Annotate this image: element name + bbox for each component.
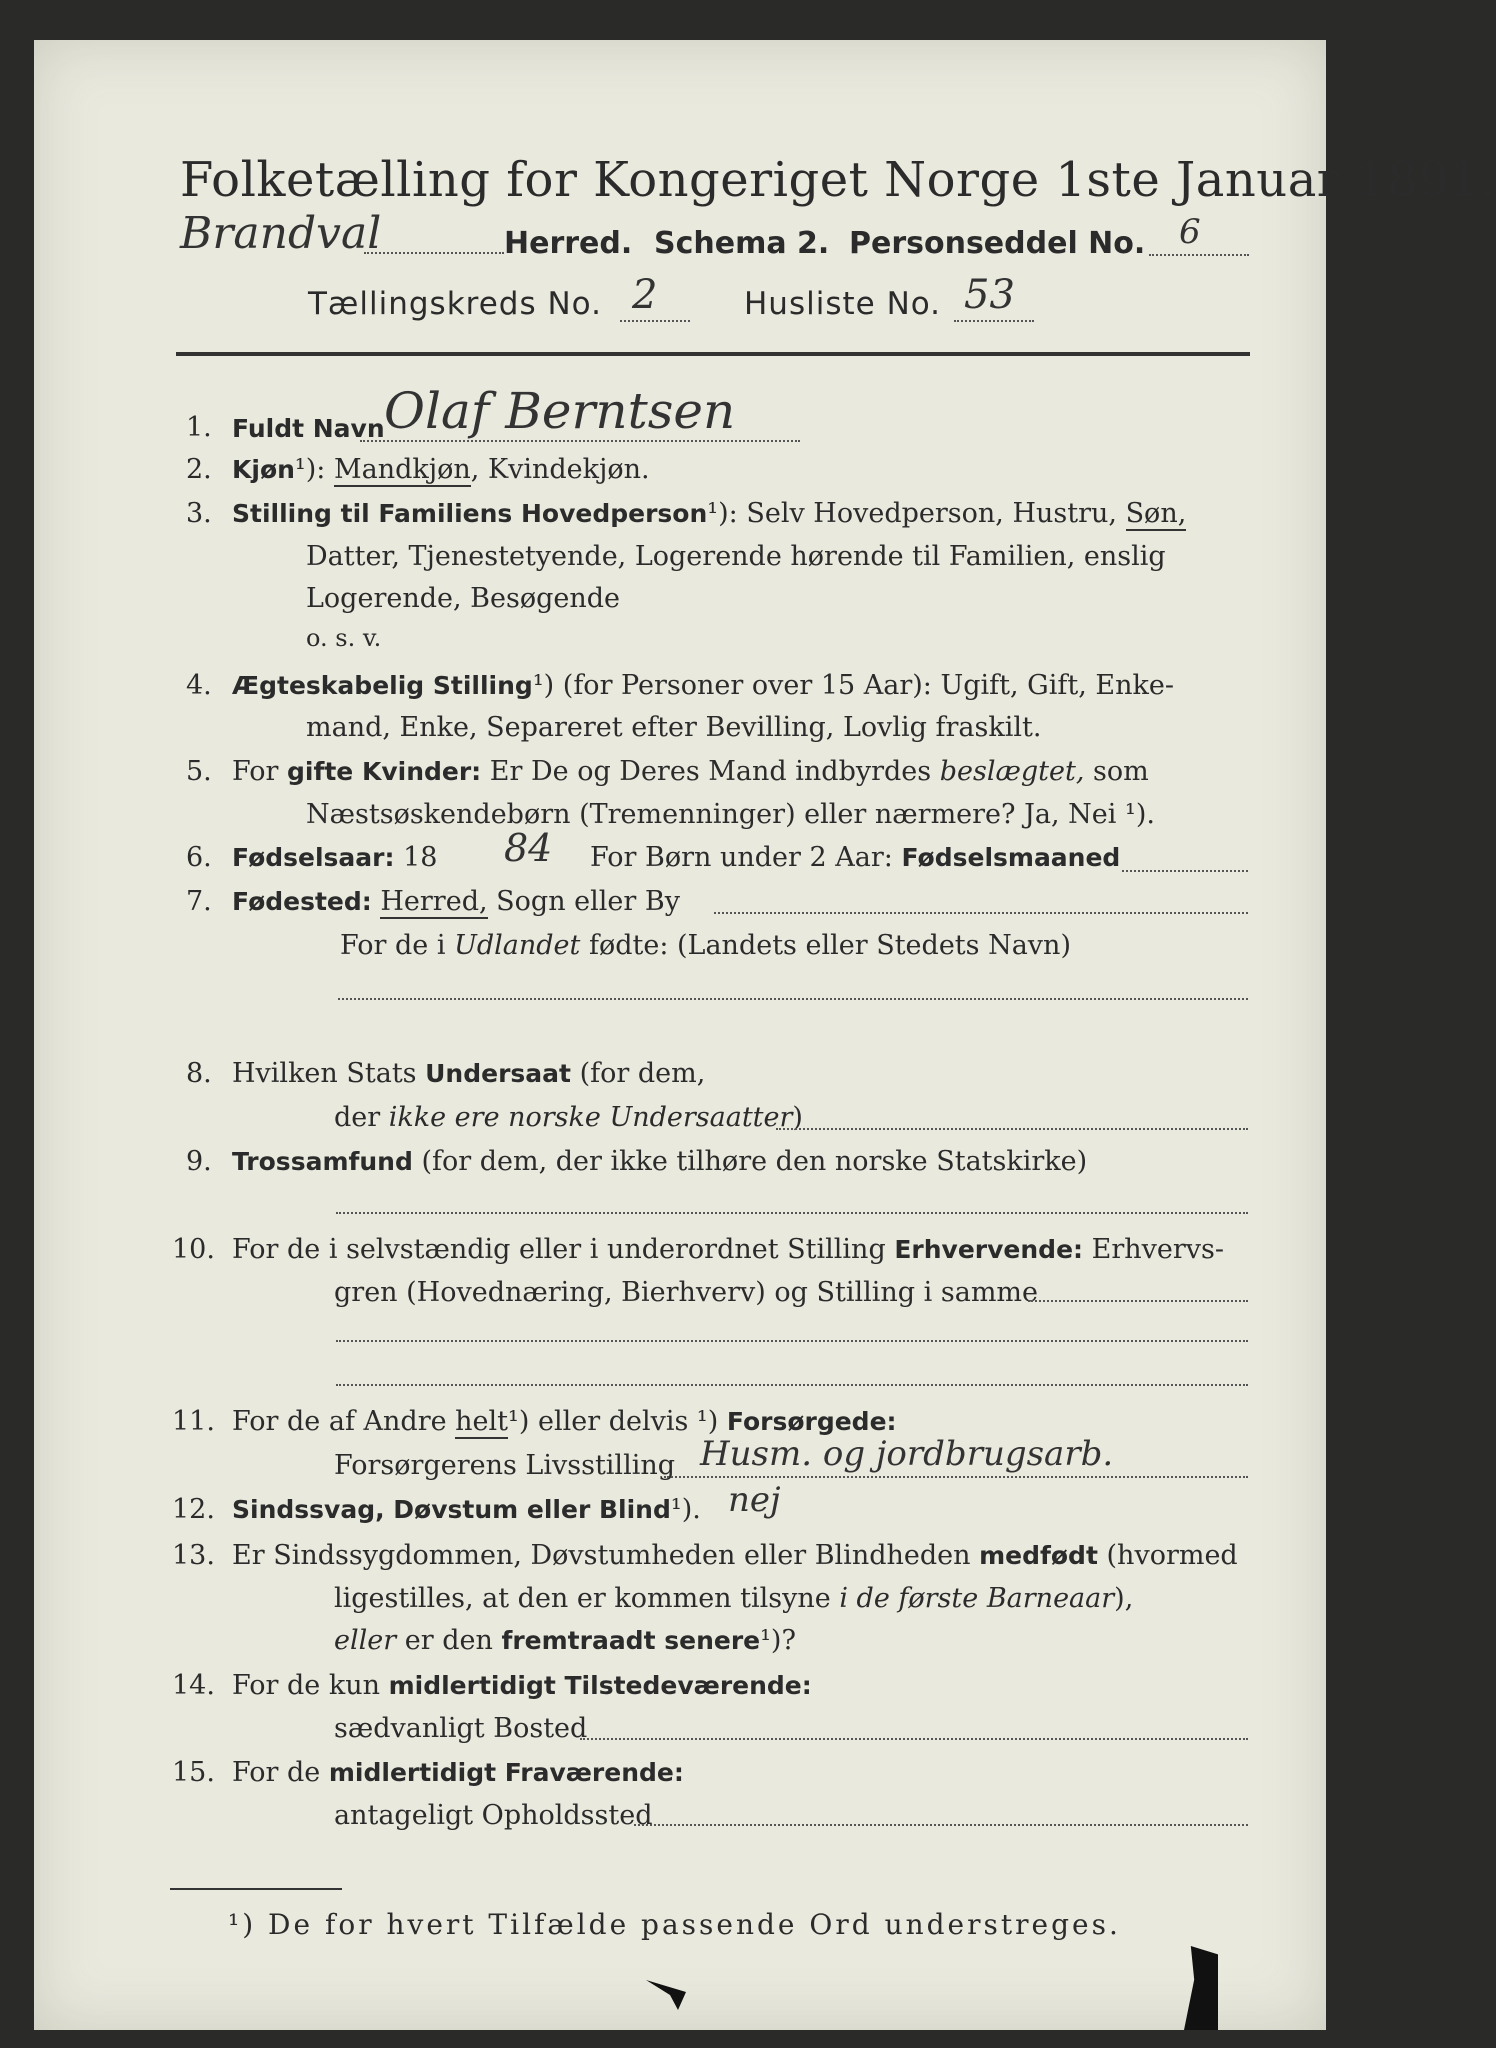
q9-dots xyxy=(336,1212,1248,1214)
q15-number: 15. xyxy=(172,1757,215,1788)
q2-rest: , Kvindekjøn. xyxy=(470,454,650,485)
personseddel-dots xyxy=(1149,254,1249,256)
q13-pre: Er Sindssygdommen, Døvstumheden eller Blindheden xyxy=(232,1540,971,1571)
q5-end: som xyxy=(1093,756,1149,787)
footnote-rule xyxy=(170,1888,342,1890)
q7-label: Fødested: xyxy=(232,887,372,916)
q15-dots xyxy=(634,1824,1248,1826)
q15-line2: antageligt Opholdssted xyxy=(334,1800,653,1831)
q6-label2: Fødselsmaaned xyxy=(901,843,1121,872)
q5-pre: For xyxy=(232,756,279,787)
husliste-value: 53 xyxy=(964,272,1015,318)
census-form-sheet xyxy=(34,40,1496,2030)
q8-pre: Hvilken Stats xyxy=(232,1058,417,1089)
herred-dots xyxy=(364,252,504,254)
q11-mid: ¹) eller delvis ¹) xyxy=(508,1406,719,1437)
q7-extra-dots xyxy=(338,998,1248,1000)
q7-number: 7. xyxy=(186,886,212,917)
q13-line2-italic: i de første Barneaar xyxy=(839,1583,1115,1614)
q14-pre: For de kun xyxy=(232,1670,380,1701)
q1-number: 1. xyxy=(186,412,212,443)
q6-prefix: 18 xyxy=(403,842,438,873)
q11-label: Forsørgede: xyxy=(726,1407,897,1436)
q12-sup: ¹). xyxy=(670,1494,701,1525)
q3-line2: Datter, Tjenestetyende, Logerende hørende til Familien, enslig xyxy=(306,541,1166,572)
q6-mid: For Børn under 2 Aar: xyxy=(590,842,893,873)
personseddel-value: 6 xyxy=(1179,212,1201,252)
q2-sup: ¹): xyxy=(294,454,326,485)
ink-tick-mark xyxy=(646,1980,686,2010)
q5-italic: beslægtet, xyxy=(939,756,1085,787)
q6-number: 6. xyxy=(186,842,212,873)
q11-pre: For de af Andre xyxy=(232,1406,447,1437)
q6-dots xyxy=(1122,870,1248,872)
q8-line2b: ) xyxy=(792,1102,803,1133)
q7-dots xyxy=(714,912,1248,914)
q13-line2b: ), xyxy=(1114,1583,1134,1614)
q7-line2b: fødte: (Landets eller Stedets Navn) xyxy=(588,930,1071,961)
q14-label: midlertidigt Tilstedeværende: xyxy=(388,1671,812,1700)
q11-option-helt: helt xyxy=(455,1406,509,1437)
q8-rest: (for dem, xyxy=(579,1058,706,1089)
q11-dots xyxy=(664,1476,1248,1478)
personseddel-label: Personseddel No. xyxy=(849,226,1146,261)
q2-label: Kjøn xyxy=(232,455,295,484)
q14-line2: sædvanligt Bosted xyxy=(334,1713,588,1744)
q13-line3c: ¹)? xyxy=(760,1625,796,1656)
q1-name-value: Olaf Berntsen xyxy=(384,382,736,440)
q14-number: 14. xyxy=(172,1670,215,1701)
q6-label: Fødselsaar: xyxy=(232,843,395,872)
q2-number: 2. xyxy=(186,454,212,485)
q10-label: Erhvervende: xyxy=(894,1235,1084,1264)
q12-label: Sindssvag, Døvstum eller Blind xyxy=(232,1495,671,1524)
ink-smudge-mark xyxy=(1184,1946,1218,2030)
q1-label: Fuldt Navn xyxy=(232,414,385,443)
q3-number: 3. xyxy=(186,498,212,529)
husliste-dots xyxy=(954,320,1034,322)
q9-label: Trossamfund xyxy=(232,1147,413,1176)
q11-line2: Forsørgerens Livsstilling xyxy=(334,1450,676,1481)
q3-label: Stilling til Familiens Hovedperson xyxy=(232,499,708,528)
kreds-label: Tællingskreds No. xyxy=(308,286,602,322)
q1-dots xyxy=(360,440,800,442)
q10-pre: For de i selvstændig eller i underordnet Stilling xyxy=(232,1234,886,1265)
q15-label: midlertidigt Fraværende: xyxy=(328,1758,684,1787)
q4-sup: ¹) xyxy=(532,670,555,701)
q7-line2a: For de i xyxy=(340,930,446,961)
q11-number: 11. xyxy=(172,1406,215,1437)
q13-number: 13. xyxy=(172,1540,215,1571)
q10-dots-3 xyxy=(336,1384,1248,1386)
q8-label: Undersaat xyxy=(425,1059,571,1088)
form-title: Folketælling for Kongeriget Norge 1ste Januar 1891. xyxy=(180,152,1496,208)
q10-dots-1 xyxy=(1028,1300,1248,1302)
q3-sup: ¹): xyxy=(707,498,738,529)
q7-line2-italic: Udlandet xyxy=(454,930,581,961)
q4-line2: mand, Enke, Separeret efter Bevilling, Lovlig fraskilt. xyxy=(306,712,1042,743)
q12-number: 12. xyxy=(172,1494,215,1525)
q4-label: Ægteskabelig Stilling xyxy=(232,671,533,700)
footnote: ¹) De for hvert Tilfælde passende Ord understreges. xyxy=(228,1908,1121,1941)
q7-option-herred: Herred, xyxy=(380,886,488,917)
q13-label: medfødt xyxy=(979,1541,1098,1570)
q3-option-son: Søn, xyxy=(1125,498,1187,529)
herred-label: Herred. xyxy=(504,226,633,261)
husliste-label: Husliste No. xyxy=(744,286,942,322)
q3-line3: Logerende, Besøgende xyxy=(306,583,620,614)
q10-rest: Erhvervs- xyxy=(1091,1234,1225,1265)
q8-number: 8. xyxy=(186,1058,212,1089)
q10-line2: gren (Hovednæring, Bierhverv) og Stilling i samme xyxy=(334,1277,1039,1308)
q13-rest: (hvormed xyxy=(1106,1540,1238,1571)
q10-number: 10. xyxy=(172,1234,215,1265)
schema-label: Schema 2. xyxy=(654,226,830,261)
q14-dots xyxy=(580,1738,1248,1740)
q12-value: nej xyxy=(728,1480,781,1520)
q9-rest: (for dem, der ikke tilhøre den norske Statskirke) xyxy=(421,1146,1088,1177)
q9-number: 9. xyxy=(186,1146,212,1177)
q11-livsstilling-value: Husm. og jordbrugsarb. xyxy=(700,1434,1114,1474)
q13-line3a: er den xyxy=(404,1625,493,1656)
q13-line3-italic: eller xyxy=(334,1625,397,1656)
q2-option-mandkjon: Mandkjøn xyxy=(333,454,471,485)
q3-line1: Selv Hovedperson, Hustru, xyxy=(746,498,1117,529)
kreds-dots xyxy=(620,320,690,322)
kreds-value: 2 xyxy=(632,272,658,318)
q10-dots-2 xyxy=(336,1340,1248,1342)
q8-line2-italic: ikke ere norske Undersaatter xyxy=(388,1102,793,1133)
q5-number: 5. xyxy=(186,756,212,787)
q3-line4: o. s. v. xyxy=(306,624,382,652)
q6-year-value: 84 xyxy=(504,826,553,870)
q8-line2a: der xyxy=(334,1102,381,1133)
herred-value: Brandval xyxy=(180,208,382,259)
q4-number: 4. xyxy=(186,670,212,701)
header-rule xyxy=(176,352,1250,356)
q5-label: gifte Kvinder: xyxy=(287,757,482,786)
q8-dots xyxy=(776,1128,1248,1130)
q13-line2a: ligestilles, at den er kommen tilsyne xyxy=(334,1583,831,1614)
q4-line1: (for Personer over 15 Aar): Ugift, Gift, Enke- xyxy=(562,670,1174,701)
q13-line3b: fremtraadt senere xyxy=(501,1626,761,1655)
q7-rest: Sogn eller By xyxy=(496,886,680,917)
q5-line2: Næstsøskendebørn (Tremenninger) eller nærmere? Ja, Nei ¹). xyxy=(306,799,1155,830)
q5-line1: Er De og Deres Mand indbyrdes xyxy=(489,756,932,787)
q15-pre: For de xyxy=(232,1757,321,1788)
